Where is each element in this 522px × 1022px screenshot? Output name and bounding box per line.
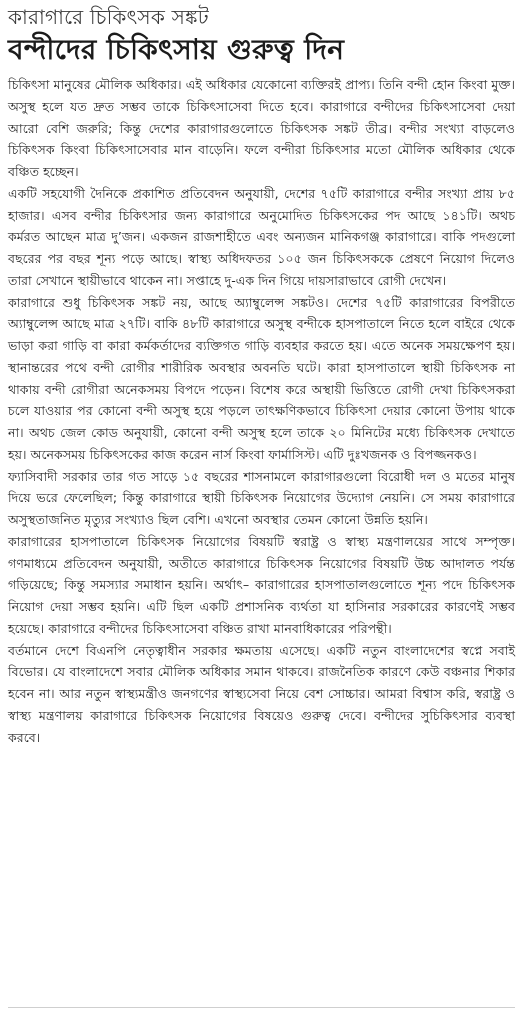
page-divider [8,1007,515,1022]
article-paragraph: ফ্যাসিবাদী সরকার তার গত সাড়ে ১৫ বছরের শাসনামলে কারাগারগুলো বিরোধী দল ও মতের মানুষ দিয়ে ভরে ফেলেছিল; কিন্তু কারাগারে স্থায়ী চিকিৎসক নিয়োগের উদ্যোগ নেয়নি। সে সময় কারাগারে অসুস্থতাজনিত মৃত্যুর সংখ্যাও ছিল বেশি। এখনো অবস্থার তেমন কোনো উন্নতি হয়নি। [8,468,515,527]
article-kicker: কারাগারে চিকিৎসক সঙ্কট [8,5,209,29]
article-paragraph: বর্তমানে দেশে বিএনপি নেতৃত্বাধীন সরকার ক্ষমতায় এসেছে। একটি নতুন বাংলাদেশের স্বপ্নে সবাই বিভোর। যে বাংলাদেশে সবার মৌলিক অধিকার সমান থাকবে। রাজনৈতিক কারণে কেউ বঞ্চনার শিকার হবেন না। আর নতুন স্বাস্থ্যমন্ত্রীও জনগণের স্বাস্থ্যসেবা নিয়ে বেশ সোচ্চার। আমরা বিশ্বাস করি, স্বরাষ্ট্র ও স্বাস্থ্য মন্ত্রণালয় কারাগারে চিকিৎসক নিয়োগের বিষয়েও গুরুত্ব দেবে। বন্দীদের সুচিকিৎসার ব্যবস্থা করবে। [8,642,515,745]
article-paragraph: কারাগারে শুধু চিকিৎসক সঙ্কট নয়, আছে অ্যাম্বুলেন্স সঙ্কটও। দেশের ৭৫টি কারাগারের বিপরীতে অ্যাম্বুলেন্স আছে মাত্র ২৭টি। বাকি ৪৮টি কারাগারে অসুস্থ বন্দীকে হাসপাতালে নিতে হলে বাইরে থেকে ভাড়া করা গাড়ি বা কারা কর্মকর্তাদের ব্যক্তিগত গাড়ি ব্যবহার করতে হয়। এতে অনেক সময়ক্ষেপণ হয়। স্থানান্তরের পথে বন্দী রোগীর শারীরিক অবস্থার অবনতি ঘটে। কারা হাসপাতালে স্থায়ী চিকিৎসক না থাকায় বন্দী রোগীরা অনেকসময় বিপদে পড়েন। বিশেষ করে অস্থায়ী ভিত্তিতে রোগী দেখা চিকিৎসকরা চলে যাওয়ার পর কোনো বন্দী অসুস্থ হয়ে পড়লে তাৎক্ষণিকভাবে চিকিৎসা দেয়ার কোনো উপায় থাকে না। অথচ জেল কোড অনুযায়ী, কোনো বন্দী অসুস্থ হলে তাকে ২০ মিনিটের মধ্যে চিকিৎসক দেখাতে হয়। অনেকসময় চিকিৎসকের কাজ করেন নার্স কিংবা ফার্মাসিস্ট। এটি দুঃখজনক ও বিপজ্জনকও। [8,294,515,462]
article-paragraph: চিকিৎসা মানুষের মৌলিক অধিকার। এই অধিকার যেকোনো ব্যক্তিরই প্রাপ্য। তিনি বন্দী হোন কিংবা মুক্ত। অসুস্থ হলে যত দ্রুত সম্ভব তাকে চিকিৎসাসেবা দিতে হবে। কারাগারে বন্দীদের চিকিৎসাসেবা দেয়া আরো বেশি জরুরি; কিন্তু দেশের কারাগারগুলোতে চিকিৎসক সঙ্কট তীব্র। বন্দীর সংখ্যা বাড়লেও চিকিৎসক কিংবা চিকিৎসাসেবার মান বাড়েনি। ফলে বন্দীরা চিকিৎসার মতো মৌলিক অধিকার থেকে বঞ্চিত হচ্ছেন। [8,77,515,179]
article-paragraph: কারাগারের হাসপাতালে চিকিৎসক নিয়োগের বিষয়টি স্বরাষ্ট্র ও স্বাস্থ্য মন্ত্রণালয়ের সাথে সম্পৃক্ত। গণমাধ্যমে প্রতিবেদন অনুযায়ী, অতীতে কারাগারে চিকিৎসক নিয়োগের বিষয়টি উচ্চ আদালত পর্যন্ত গড়িয়েছে; কিন্তু সমস্যার সমাধান হয়নি। অর্থাৎ– কারাগারের হাসপাতালগুলোতে শূন্য পদে চিকিৎসক নিয়োগ দেয়া সম্ভব হয়নি। এটি ছিল একটি প্রশাসনিক ব্যর্থতা যা হাসিনার সরকারের কারণেই সম্ভব হয়েছে। কারাগারে বন্দীদের চিকিৎসাসেবা বঞ্চিত রাখা মানবাধিকারের পরিপন্থী। [8,533,515,636]
article-headline: বন্দীদের চিকিৎসায় গুরুত্ব দিন [8,33,345,66]
article-body [8,74,515,748]
article-paragraph: একটি সহযোগী দৈনিকে প্রকাশিত প্রতিবেদন অনুযায়ী, দেশের ৭৫টি কারাগারে বন্দীর সংখ্যা প্রায় ৮৫ হাজার। এসব বন্দীর চিকিৎসার জন্য কারাগারে অনুমোদিত চিকিৎসকের পদ আছে ১৪১টি। অথচ কর্মরত আছেন মাত্র দু’জন। একজন রাজশাহীতে এবং অন্যজন মানিকগঞ্জ কারাগারে। বাকি পদগুলো বছরের পর বছর শূন্য পড়ে আছে। স্বাস্থ্য অধিদফতর ১০৫ জন চিকিৎসককে প্রেষণে নিয়োগ দিলেও তারা সেখানে স্থায়ীভাবে থাকেন না। সপ্তাহে দু-এক দিন গিয়ে দায়সারাভাবে রোগী দেখেন। [8,185,515,288]
